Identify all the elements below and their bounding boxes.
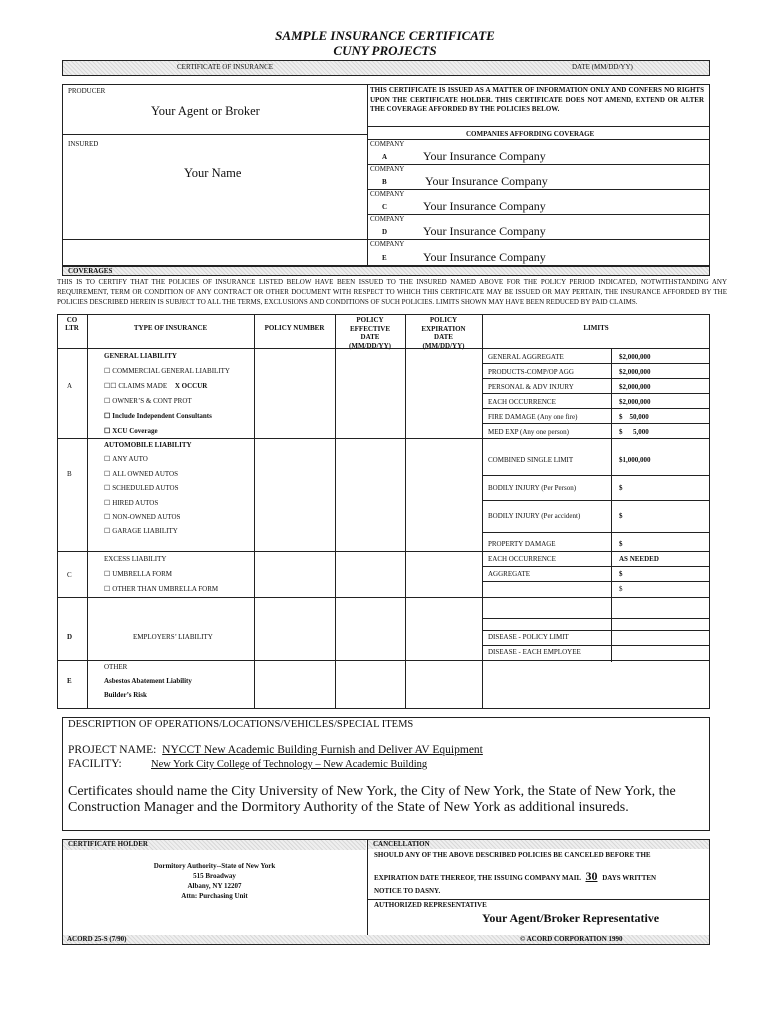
company-letter: C <box>382 203 388 211</box>
coverages-text: THIS IS TO CERTIFY THAT THE POLICIES OF INSURANCE LISTED BELOW HAVE BEEN ISSUED TO THE INSURED NAMED ABOVE FOR THE POLICY PERIOD INDICATED, NOTWITHSTANDING ANY REQUIREMENT, TERM OR CONDITION OF ANY CONTRACT OR OTHER DOCUMENT WITH RESPECT TO WHICH THIS CERTIFICATE MAY BE ISSUED OR MAY PERTAIN, THE INSURANCE AFFORDED BY THE POLICIES DESCRIBED HEREIN IS SUBJECT TO ALL THE TERMS, EXCLUSIONS AND CONDITIONS OF SUCH POLICIES. LIMITS SHOWN MAY HAVE BEEN REDUCED BY PAID CLAIMS. <box>57 278 727 306</box>
limit-value: $ <box>619 570 623 578</box>
xcu-checkbox[interactable]: ☐ XCU Coverage <box>104 427 158 435</box>
company-name: Your Insurance Company <box>423 250 546 264</box>
company-row <box>367 239 710 266</box>
auto-option-checkbox[interactable]: ☐ NON-OWNED AUTOS <box>104 513 180 521</box>
auto-option-checkbox[interactable]: ☐ ANY AUTO <box>104 455 148 463</box>
company-name: Your Insurance Company <box>423 224 546 238</box>
limit-label: PROPERTY DAMAGE <box>488 540 556 548</box>
claims-made-checkbox[interactable]: ☐☐ CLAIMS MADE <box>104 382 168 390</box>
other-ltr: E <box>67 677 72 685</box>
company-name: Your Insurance Company <box>423 199 546 213</box>
project-label: PROJECT NAME: <box>68 744 157 756</box>
footer-bar <box>63 935 709 944</box>
col-policy-number: POLICY NUMBER <box>264 324 325 332</box>
col-expiration-date: POLICY EXPIRATION DATE (MM/DD/YY) <box>421 316 466 350</box>
insured-value: Your Name <box>184 166 242 180</box>
limit-label: COMBINED SINGLE LIMIT <box>488 456 574 464</box>
limit-label: EACH OCCURRENCE <box>488 398 556 406</box>
company-name: Your Insurance Company <box>423 149 546 163</box>
owners-checkbox[interactable]: ☐ OWNER’S & CONT PROT <box>104 397 192 405</box>
additional-insureds-line2: Construction Manager and the Dormitory Authority of the State of New York as additional insureds. <box>68 800 629 815</box>
company-row <box>367 164 710 190</box>
producer-value: Your Agent or Broker <box>151 104 260 118</box>
company-label: COMPANY <box>370 240 405 248</box>
limit-label: PERSONAL & ADV INJURY <box>488 383 574 391</box>
auto-option-checkbox[interactable]: ☐ GARAGE LIABILITY <box>104 527 178 535</box>
builders-risk-line: Builder’s Risk <box>104 691 147 699</box>
asbestos-line: Asbestos Abatement Liability <box>104 677 192 685</box>
col-co: CO <box>66 316 78 324</box>
limit-label: FIRE DAMAGE (Any one fire) <box>488 413 578 421</box>
limit-value: $ <box>619 484 623 492</box>
limit-value: AS NEEDED <box>619 555 659 563</box>
holder-bar <box>63 840 366 850</box>
facility-value: New York City College of Technology – New Academic Building <box>151 759 428 770</box>
limit-label: EACH OCCURRENCE <box>488 555 556 563</box>
employers-ltr: D <box>67 633 73 641</box>
limit-label: PRODUCTS-COMP/OP AGG <box>488 368 574 376</box>
col-limits: LIMITS <box>583 324 609 332</box>
cancellation-line1: SHOULD ANY OF THE ABOVE DESCRIBED POLICIES BE CANCELED BEFORE THE <box>374 851 651 859</box>
certificate-label: CERTIFICATE OF INSURANCE <box>177 63 274 71</box>
col-type: TYPE OF INSURANCE <box>133 324 208 332</box>
limit-label: MED EXP (Any one person) <box>488 428 570 436</box>
auto-option-checkbox[interactable]: ☐ ALL OWNED AUTOS <box>104 470 178 478</box>
limit-value: $2,000,000 <box>619 383 651 391</box>
excess-title: EXCESS LIABILITY <box>104 555 167 563</box>
doc-subtitle: CUNY PROJECTS <box>333 43 437 58</box>
cancellation-line3: NOTICE TO DASNY. <box>374 887 441 895</box>
limit-value: $ 50,000 <box>619 413 649 421</box>
facility-label: FACILITY: <box>68 758 122 770</box>
limit-value: $ <box>619 512 623 520</box>
company-letter: E <box>382 254 387 262</box>
limit-value: $2,000,000 <box>619 398 651 406</box>
col-ltr: LTR <box>65 324 79 332</box>
limit-value: $ <box>619 585 623 593</box>
limit-label: AGGREGATE <box>488 570 530 578</box>
umbrella-checkbox[interactable]: ☐ UMBRELLA FORM <box>104 570 172 578</box>
limit-label: DISEASE - EACH EMPLOYEE <box>488 648 581 656</box>
company-letter: B <box>382 178 387 186</box>
cancellation-line2: EXPIRATION DATE THEREOF, THE ISSUING COMPANY MAIL 30 DAYS WRITTEN <box>374 869 657 883</box>
project-value: NYCCT New Academic Building Furnish and Deliver AV Equipment <box>162 744 483 756</box>
limit-value: $ <box>619 540 623 548</box>
limit-label: GENERAL AGGREGATE <box>488 353 564 361</box>
holder-label: CERTIFICATE HOLDER <box>68 840 148 848</box>
project-row <box>68 744 483 756</box>
auto-ltr: B <box>67 470 72 478</box>
authorized-rep-value: Your Agent/Broker Representative <box>482 911 660 925</box>
occur-mark: X OCCUR <box>174 382 208 390</box>
employers-title: EMPLOYERS’ LIABILITY <box>133 633 213 641</box>
limit-value: $ 5,000 <box>619 428 649 436</box>
limit-value: $2,000,000 <box>619 368 651 376</box>
other-title: OTHER <box>104 663 128 671</box>
limit-value: $2,000,000 <box>619 353 651 361</box>
other-umbrella-checkbox[interactable]: ☐ OTHER THAN UMBRELLA FORM <box>104 585 218 593</box>
insured-label: INSURED <box>68 140 99 148</box>
company-row <box>367 139 710 165</box>
col-effective-date: POLICY EFFECTIVE DATE (MM/DD/YY) <box>349 316 391 350</box>
auto-option-checkbox[interactable]: ☐ SCHEDULED AUTOS <box>104 484 178 492</box>
limit-label: BODILY INJURY (Per accident) <box>488 512 581 520</box>
producer-label: PRODUCER <box>68 87 106 95</box>
doc-title: SAMPLE INSURANCE CERTIFICATE <box>275 28 495 43</box>
cancellation-label: CANCELLATION <box>373 840 430 848</box>
coverages-bar <box>62 266 710 276</box>
company-label: COMPANY <box>370 215 405 223</box>
copyright: © ACORD CORPORATION 1990 <box>520 935 623 943</box>
companies-header: COMPANIES AFFORDING COVERAGE <box>466 130 595 138</box>
company-letter: A <box>382 153 388 161</box>
additional-insureds-line1: Certificates should name the City University of New York, the City of New York, the State of New York, the <box>68 784 676 799</box>
cancellation-bar <box>368 840 709 849</box>
company-row <box>367 189 710 215</box>
certificate-bar <box>62 60 710 76</box>
auto-option-checkbox[interactable]: ☐ HIRED AUTOS <box>104 499 158 507</box>
limit-label: DISEASE - POLICY LIMIT <box>488 633 569 641</box>
general-ltr: A <box>67 382 73 390</box>
company-name: Your Insurance Company <box>425 174 548 188</box>
general-title: GENERAL LIABILITY <box>104 352 177 360</box>
company-letter: D <box>382 228 388 236</box>
limit-value: $1,000,000 <box>619 456 651 464</box>
limit-label: BODILY INJURY (Per Person) <box>488 484 577 492</box>
company-label: COMPANY <box>370 140 405 148</box>
company-label: COMPANY <box>370 165 405 173</box>
notice-days: 30 <box>585 869 598 883</box>
commercial-general-checkbox[interactable]: ☐ COMMERCIAL GENERAL LIABILITY <box>104 367 230 375</box>
authorized-rep-label: AUTHORIZED REPRESENTATIVE <box>374 901 487 909</box>
certificate-notice: THIS CERTIFICATE IS ISSUED AS A MATTER OF INFORMATION ONLY AND CONFERS NO RIGHTS UPON THE CERTIFICATE HOLDER. THIS CERTIFICATE DOES NOT AMEND, EXTEND OR ALTER THE COVERAGE AFFORDED BY THE POLICIES BELOW. <box>370 86 704 113</box>
coverages-label: COVERAGES <box>68 267 113 275</box>
company-row <box>367 214 710 240</box>
date-label: DATE (MM/DD/YY) <box>572 63 633 71</box>
holder-address: Dormitory Authority--State of New York 515 Broadway Albany, NY 12207 Attn: Purchasing Unit <box>153 862 276 900</box>
description-label: DESCRIPTION OF OPERATIONS/LOCATIONS/VEHICLES/SPECIAL ITEMS <box>68 719 414 730</box>
consultants-checkbox[interactable]: ☐ Include Independent Consultants <box>104 412 212 420</box>
form-number: ACORD 25-S (7/90) <box>67 935 127 943</box>
claims-occur-row <box>104 382 207 390</box>
excess-ltr: C <box>67 571 72 579</box>
company-label: COMPANY <box>370 190 405 198</box>
auto-title: AUTOMOBILE LIABILITY <box>104 441 192 449</box>
